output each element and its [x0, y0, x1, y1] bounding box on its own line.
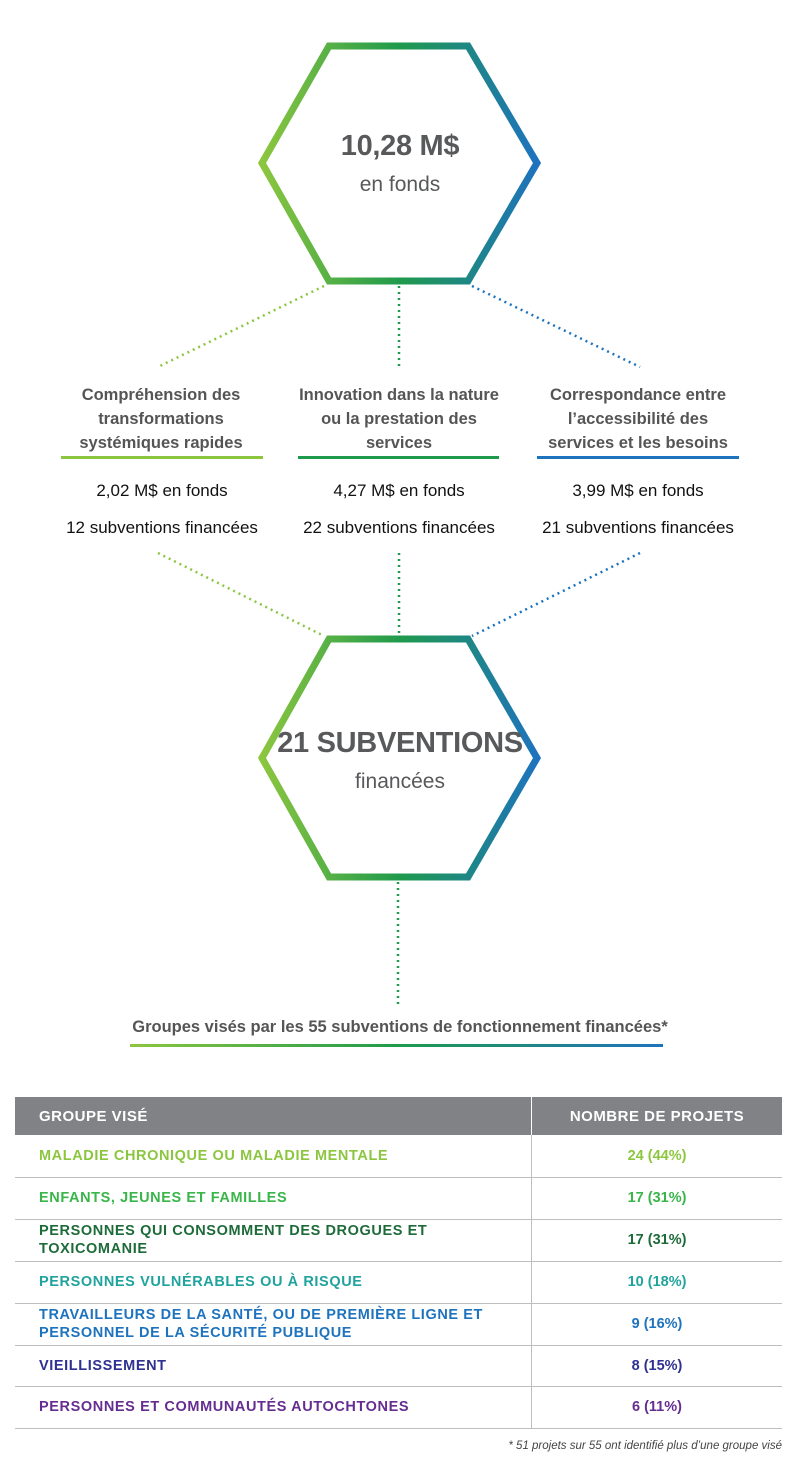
table-row: [15, 1219, 782, 1261]
row-count: 24 (44%): [532, 1135, 783, 1177]
category-funds-2: 4,27 M$ en fonds: [333, 481, 465, 500]
bottom-hexagon-text: [260, 727, 540, 794]
category-grants-1: 12 subventions financées: [66, 518, 258, 537]
total-grants: 21 SUBVENTIONS: [277, 727, 523, 759]
row-count: 10 (18%): [532, 1261, 783, 1303]
table-row: [15, 1303, 782, 1345]
category-grants-2: 22 subventions financées: [303, 518, 495, 537]
footnote: * 51 projets sur 55 ont identifié plus d’une groupe visé: [508, 1440, 782, 1452]
header-group: GROUPE VISÉ: [15, 1097, 532, 1135]
total-funds-caption: en fonds: [359, 173, 441, 196]
table-row: [15, 1261, 782, 1303]
connector-mid-left: [158, 553, 324, 636]
category-funds-3: 3,99 M$ en fonds: [572, 481, 704, 500]
row-group: PERSONNES VULNÉRABLES OU À RISQUE: [15, 1261, 532, 1303]
row-group: ENFANTS, JEUNES ET FAMILLES: [15, 1177, 532, 1219]
category-title-2: Innovation dans la nature ou la prestation des services: [299, 386, 499, 452]
table-row: [15, 1386, 782, 1428]
row-group: PERSONNES ET COMMUNAUTÉS AUTOCHTONES: [15, 1386, 532, 1428]
category-underline-1: [61, 456, 263, 459]
row-count: 8 (15%): [532, 1345, 783, 1386]
header-count: NOMBRE DE PROJETS: [532, 1097, 783, 1135]
table-row: [15, 1345, 782, 1386]
connector-top-right: [472, 286, 640, 367]
category-funds-1: 2,02 M$ en fonds: [96, 481, 228, 500]
connector-top-left: [158, 286, 324, 367]
row-group: VIEILLISSEMENT: [15, 1345, 532, 1386]
category-underline-3: [537, 456, 739, 459]
table-header-row: [15, 1097, 782, 1135]
top-hexagon-text: [260, 130, 540, 197]
category-title-1: Compréhension des transformations systémiques rapides: [79, 386, 243, 452]
category-title-3: Correspondance entre l’accessibilité des services et les besoins: [548, 386, 728, 452]
category-underline-2: [298, 456, 499, 459]
row-count: 17 (31%): [532, 1177, 783, 1219]
row-group: TRAVAILLEURS DE LA SANTÉ, OU DE PREMIÈRE LIGNE ET PERSONNEL DE LA SÉCURITÉ PUBLIQUE: [15, 1303, 532, 1345]
total-funds: 10,28 M$: [340, 130, 460, 162]
row-group: PERSONNES QUI CONSOMMENT DES DROGUES ET TOXICOMANIE: [15, 1219, 532, 1261]
row-group: MALADIE CHRONIQUE OU MALADIE MENTALE: [15, 1135, 532, 1177]
table-row: [15, 1177, 782, 1219]
row-count: 6 (11%): [532, 1386, 783, 1428]
connector-mid-right: [472, 553, 640, 636]
row-count: 9 (16%): [532, 1303, 783, 1345]
category-grants-3: 21 subventions financées: [542, 518, 734, 537]
table-row: [15, 1135, 782, 1177]
row-count: 17 (31%): [532, 1219, 783, 1261]
total-grants-caption: financées: [355, 770, 445, 793]
groups-title-underline: [130, 1044, 663, 1047]
groups-table: [15, 1097, 782, 1429]
groups-title: Groupes visés par les 55 subventions de fonctionnement financées*: [132, 1018, 668, 1036]
